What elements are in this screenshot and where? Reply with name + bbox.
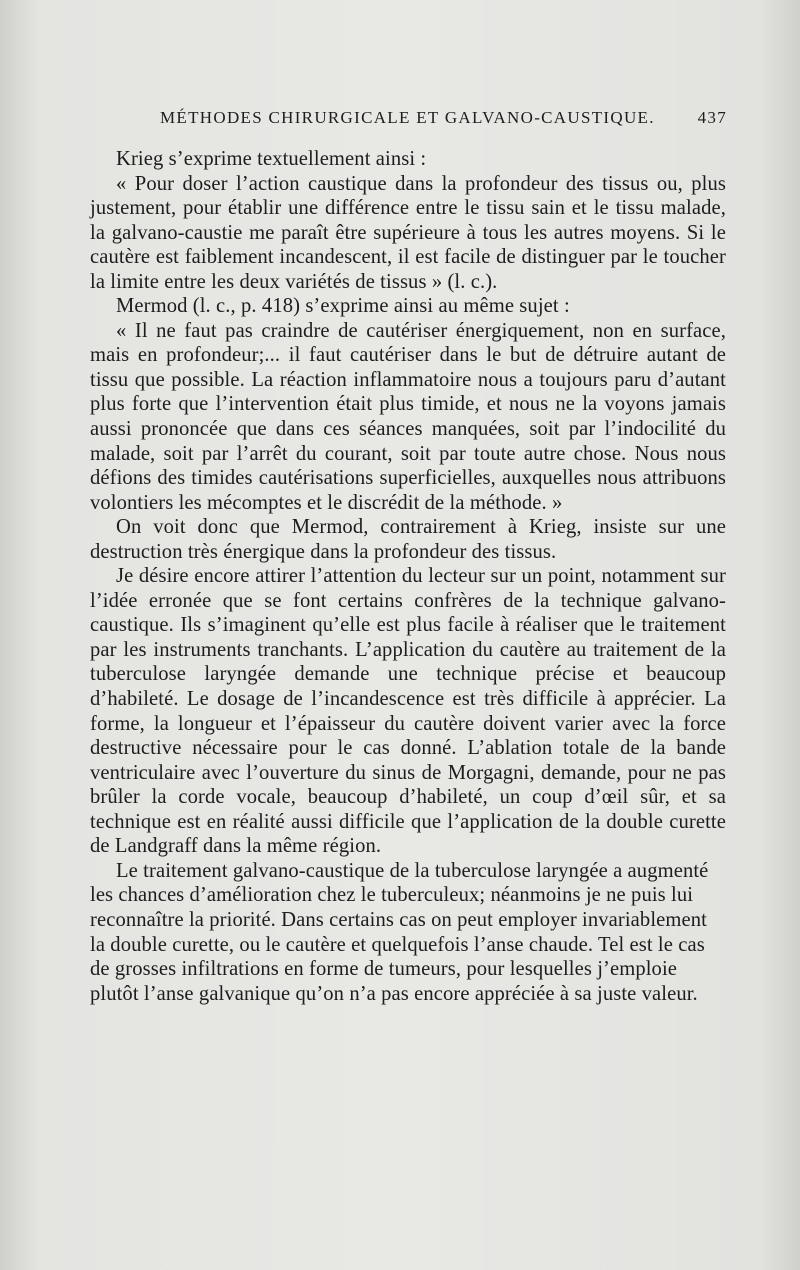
paragraph-comparison: On voit donc que Mermod, contrairement à Krieg, insiste sur une destruction très énergique dans la profondeur des tissus. [90, 516, 726, 563]
paragraph-krieg-intro: Krieg s’exprime textuellement ainsi : [116, 148, 427, 170]
running-header [160, 108, 727, 128]
paragraph-mermod-intro: Mermod (l. c., p. 418) s’exprime ainsi au même sujet : [116, 295, 570, 318]
paragraph-krieg-quote: « Pour doser l’action caustique dans la profondeur des tissus ou, plus justement, pour établir une différence entre le tissu sain et le tissu malade, la galvano-caustie me paraît être supérieure à tous les autres moyens. Si le cautère est faiblement incandescent, il est facile de distinguer par le toucher la limite entre les deux variétés de tissus » (l. c.). [90, 172, 726, 293]
paragraph-mermod-quote: « Il ne faut pas craindre de cautériser énergiquement, non en surface, mais en profondeur;... il faut cautériser dans le but de détruire autant de tissu que possible. La réaction inflammatoire nous a toujours paru d’autant plus forte que l’intervention était plus timide, et nous ne la voyons jamais aussi prononcée que dans ces séances manquées, soit par l’indocilité du malade, soit par l’arrêt du courant, soit par toute autre chose. Nous nous défions des timides cautérisations superficielles, auxquelles nous attribuons volontiers les mécomptes et le discrédit de la méthode. » [90, 319, 726, 514]
page-number: 437 [697, 108, 727, 127]
paragraph-technique: Je désire encore attirer l’attention du lecteur sur un point, notamment sur l’idée erronée que se font certains confrères de la technique galvano-caustique. Ils s’imaginent qu’elle est plus facile à réaliser que le traitement par les instruments tranchants. L’application du cautère au traitement de la tuberculose laryngée demande une technique précise et beaucoup d’habileté. Le dosage de l’incandescence est très difficile à apprécier. La forme, la longueur et l’épaisseur du cautère doivent varier avec la force destructive nécessaire pour le cas donné. L’ablation totale de la bande ventriculaire avec l’ouverture du sinus de Morgagni, demande, pour ne pas brûler la corde vocale, beaucoup d’habileté, un coup d’œil sûr, et sa technique est en réalité aussi difficile que l’application de la double curette de Landgraff dans la même région. [90, 565, 726, 858]
body-text [90, 147, 726, 1006]
header-title: MÉTHODES CHIRURGICALE ET GALVANO-CAUSTIQUE. [160, 108, 655, 127]
paragraph-conclusion: Le traitement galvano-caustique de la tuberculose laryngée a augmenté les chances d’amélioration chez le tuberculeux; néanmoins je ne puis lui reconnaître la priorité. Dans certains cas on peut employer invariablement la double curette, ou le cautère et quelquefois l’anse chaude. Tel est le cas de grosses infiltrations en forme de tumeurs, pour lesquelles j’emploie plutôt l’anse galvanique qu’on n’a pas encore appréciée à sa juste valeur. [90, 859, 709, 1005]
